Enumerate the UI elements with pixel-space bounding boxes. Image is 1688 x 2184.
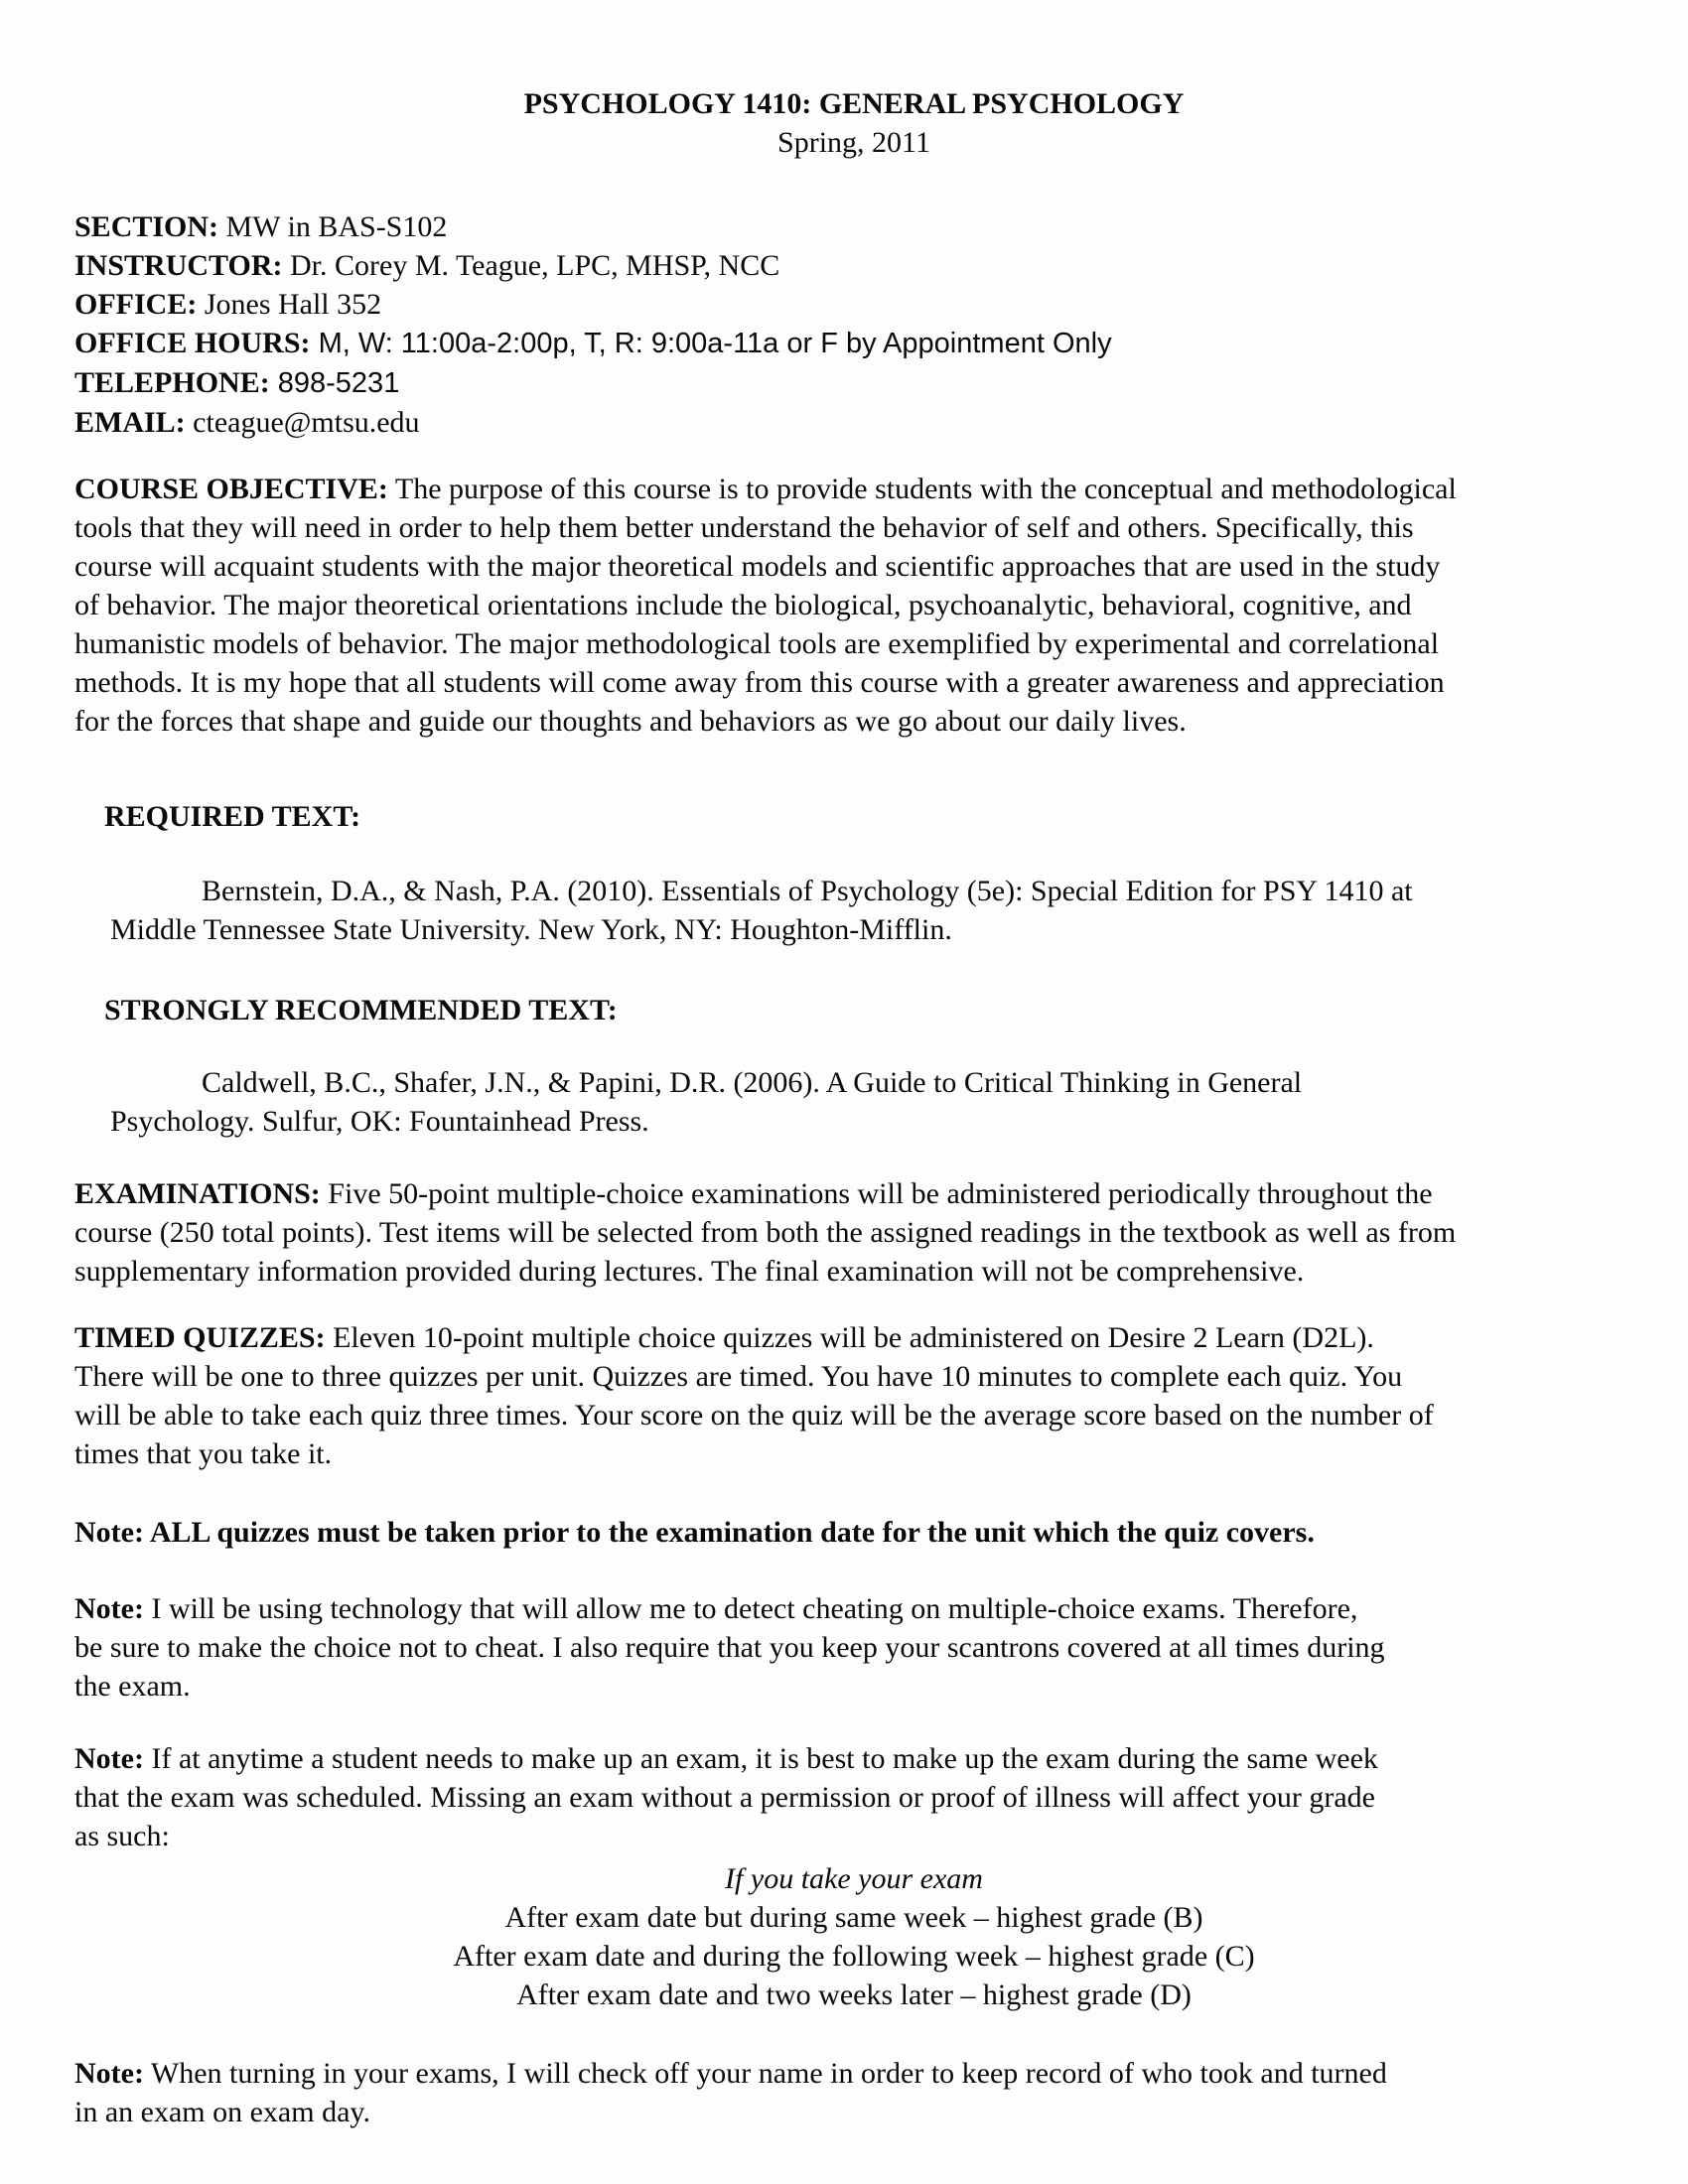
course-objective-text: The purpose of this course is to provide students with the conceptual and methodological <box>387 473 1457 505</box>
section-value: MW in BAS-S102 <box>218 210 448 243</box>
grade-schedule-line: After exam date and two weeks later – highest grade (D) <box>516 1979 1192 2011</box>
note-cheating-line <box>74 1589 1633 1628</box>
note-label: Note: <box>74 2057 144 2090</box>
course-objective-line: humanistic models of behavior. The major methodological tools are exemplified by experimental and correlational <box>74 627 1440 660</box>
info-row-office <box>74 285 1633 324</box>
citation-line: Caldwell, B.C., Shafer, J.N., & Papini, D.R. (2006). A Guide to Critical Thinking in General <box>202 1066 1303 1099</box>
recommended-text-heading: STRONGLY RECOMMENDED TEXT: <box>104 994 618 1026</box>
office-value: Jones Hall 352 <box>197 288 382 321</box>
course-objective-line: of behavior. The major theoretical orientations include the biological, psychoanalytic, behavioral, cognitive, and <box>74 589 1412 621</box>
note-text: I will be using technology that will allow me to detect cheating on multiple-choice exams. Therefore, <box>143 1592 1358 1625</box>
note-makeup-line <box>74 1739 1633 1778</box>
info-row-section <box>74 207 1633 246</box>
course-info-block <box>74 207 1633 442</box>
examinations-line <box>74 1174 1633 1213</box>
course-objective-line <box>74 470 1633 508</box>
timed-quizzes-line <box>74 1318 1633 1357</box>
info-row-office-hours <box>74 324 1633 363</box>
note-text: When turning in your exams, I will check off your name in order to keep record of who took and turned <box>143 2057 1387 2090</box>
examinations-line: supplementary information provided during lectures. The final examination will not be comprehensive. <box>74 1255 1305 1288</box>
examinations-text: Five 50-point multiple-choice examinations will be administered periodically throughout the <box>320 1177 1433 1210</box>
note-cheating <box>74 1589 1633 1706</box>
note-all-quizzes <box>74 1513 1633 1552</box>
info-row-telephone <box>74 363 1633 403</box>
note-makeup <box>74 1739 1633 1855</box>
telephone-value: 898-5231 <box>269 367 400 399</box>
note-makeup-line: as such: <box>74 1820 170 1852</box>
course-objective-label: COURSE OBJECTIVE: <box>74 473 388 505</box>
note-all-quizzes-line <box>74 1513 1633 1552</box>
telephone-label: TELEPHONE: <box>74 366 270 399</box>
course-objective-line: course will acquaint students with the major theoretical models and scientific approaches that are used in the study <box>74 550 1441 583</box>
note-label: Note: <box>74 1742 144 1775</box>
examinations-label: EXAMINATIONS: <box>74 1177 321 1210</box>
timed-quizzes-label: TIMED QUIZZES: <box>74 1321 326 1354</box>
grade-schedule <box>74 1859 1633 2014</box>
info-row-email <box>74 403 1633 442</box>
email-value: cteague@mtsu.edu <box>185 406 420 439</box>
note-cheating-line: the exam. <box>74 1670 191 1703</box>
recommended-text-citation <box>74 1063 1633 1141</box>
timed-quizzes-line: will be able to take each quiz three times. Your score on the quiz will be the average score based on the number of <box>74 1399 1434 1432</box>
note-text: ALL quizzes must be taken prior to the examination date for the unit which the quiz covers. <box>143 1516 1315 1549</box>
course-objective-line: methods. It is my hope that all students will come away from this course with a greater awareness and appreciation <box>74 666 1445 699</box>
email-label: EMAIL: <box>74 406 186 439</box>
timed-quizzes-line: times that you take it. <box>74 1437 333 1470</box>
page-title: PSYCHOLOGY 1410: GENERAL PSYCHOLOGY <box>523 87 1185 120</box>
citation-line: Psychology. Sulfur, OK: Fountainhead Press. <box>110 1105 649 1138</box>
note-label: Note: <box>74 1516 144 1549</box>
note-cheating-line: be sure to make the choice not to cheat. I also require that you keep your scantrons covered at all times during <box>74 1631 1385 1664</box>
required-text-citation <box>74 872 1633 949</box>
grade-schedule-line: After exam date and during the following week – highest grade (C) <box>453 1940 1255 1973</box>
grade-schedule-intro: If you take your exam <box>725 1862 983 1895</box>
section-label: SECTION: <box>74 210 219 243</box>
title-block <box>74 84 1633 162</box>
note-checkoff-line <box>74 2054 1633 2093</box>
office-label: OFFICE: <box>74 288 198 321</box>
page-term: Spring, 2011 <box>777 126 930 159</box>
instructor-value: Dr. Corey M. Teague, LPC, MHSP, NCC <box>282 249 780 282</box>
citation-line: Bernstein, D.A., & Nash, P.A. (2010). Essentials of Psychology (5e): Special Edition for PSY 1410 at <box>202 875 1413 907</box>
timed-quizzes-line: There will be one to three quizzes per unit. Quizzes are timed. You have 10 minutes to complete each quiz. You <box>74 1360 1403 1393</box>
note-makeup-line: that the exam was scheduled. Missing an exam without a permission or proof of illness will affect your grade <box>74 1781 1375 1814</box>
required-text-heading: REQUIRED TEXT: <box>104 800 361 833</box>
citation-line: Middle Tennessee State University. New York, NY: Houghton-Mifflin. <box>110 913 952 946</box>
office-hours-label: OFFICE HOURS: <box>74 327 311 359</box>
info-row-instructor <box>74 246 1633 285</box>
office-hours-value: M, W: 11:00a-2:00p, T, R: 9:00a-11a or F by Appointment Only <box>310 328 1112 359</box>
note-checkoff <box>74 2054 1633 2131</box>
note-text: If at anytime a student needs to make up an exam, it is best to make up the exam during the same week <box>143 1742 1378 1775</box>
grade-schedule-line: After exam date but during same week – highest grade (B) <box>504 1901 1203 1934</box>
course-objective-line: for the forces that shape and guide our thoughts and behaviors as we go about our daily lives. <box>74 705 1187 738</box>
course-objective-paragraph <box>74 470 1633 741</box>
timed-quizzes-text: Eleven 10-point multiple choice quizzes will be administered on Desire 2 Learn (D2L). <box>325 1321 1374 1354</box>
instructor-label: INSTRUCTOR: <box>74 249 283 282</box>
timed-quizzes-paragraph <box>74 1318 1633 1473</box>
note-label: Note: <box>74 1592 144 1625</box>
examinations-paragraph <box>74 1174 1633 1291</box>
note-checkoff-line: in an exam on exam day. <box>74 2096 370 2128</box>
course-objective-line: tools that they will need in order to help them better understand the behavior of self and others. Specifically, this <box>74 511 1414 544</box>
examinations-line: course (250 total points). Test items will be selected from both the assigned readings in the textbook as well as from <box>74 1216 1457 1249</box>
